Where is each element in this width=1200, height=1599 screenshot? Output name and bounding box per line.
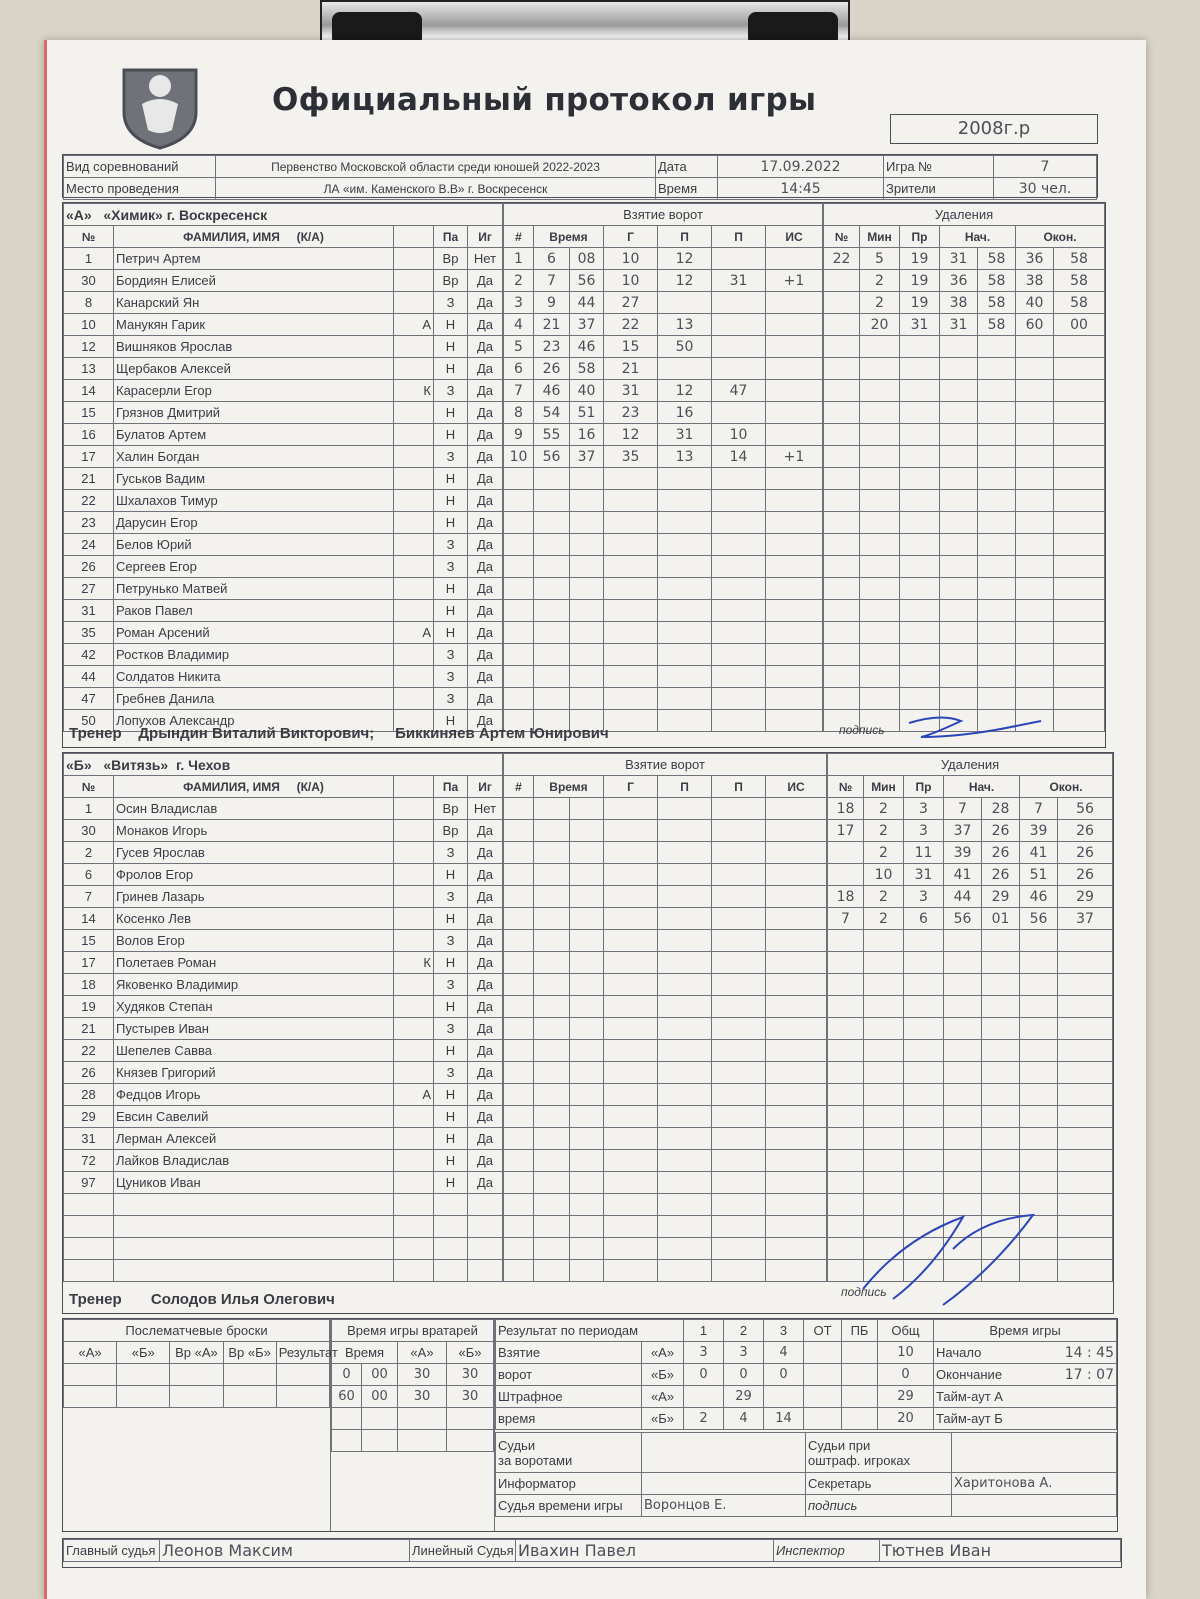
team-a-coach: Тренер Дрындин Виталий Викторович; Биккиняев Артем Юнирович (69, 725, 609, 742)
empty-row (504, 556, 823, 578)
empty-row (504, 1238, 827, 1260)
goal-row: 2 7 56 10 12 31 +1 (504, 270, 823, 292)
age-group-box: 2008г.р (890, 114, 1098, 144)
empty-row (504, 1106, 827, 1128)
summary-section (62, 1318, 1118, 1532)
player-row: 22 Шхалахов Тимур Н Да (64, 490, 503, 512)
empty-row (824, 336, 1105, 358)
empty-row (824, 358, 1105, 380)
goal-row: 10 56 37 35 13 14 +1 (504, 446, 823, 468)
player-row: 16 Булатов Артем Н Да (64, 424, 503, 446)
player-row: 12 Вишняков Ярослав Н Да (64, 336, 503, 358)
empty-row (504, 974, 827, 996)
empty-row (504, 1194, 827, 1216)
empty-row (824, 380, 1105, 402)
empty-row (504, 864, 827, 886)
empty-row (504, 666, 823, 688)
empty-row (504, 578, 823, 600)
goal-row: 5 23 46 15 50 (504, 336, 823, 358)
empty-row (828, 1040, 1113, 1062)
empty-row (504, 1260, 827, 1282)
empty-row (504, 1216, 827, 1238)
empty-row (504, 644, 823, 666)
empty-row (824, 534, 1105, 556)
player-row: 27 Петрунько Матвей Н Да (64, 578, 503, 600)
team-a-section (62, 202, 1106, 748)
team-a-penalties: Удаления № Мин Пр Нач. Окон. 22 5 19 31 58 36 58 2 19 36 58 38 58 2 19 38 58 40 58 20 31 31 58 60 00 (823, 203, 1105, 732)
player-row: 1 Петрич Артем Вр Нет (64, 248, 503, 270)
goalie-time-row: 60 00 30 30 (332, 1386, 494, 1408)
goal-row: 6 26 58 21 (504, 358, 823, 380)
league-logo-icon (120, 64, 200, 150)
player-row: 26 Князев Григорий З Да (64, 1062, 503, 1084)
empty-row (504, 798, 827, 820)
player-row: 47 Гребнев Данила З Да (64, 688, 503, 710)
empty-row (504, 1018, 827, 1040)
empty-row (504, 512, 823, 534)
empty-row (332, 1408, 494, 1430)
empty-row (504, 1062, 827, 1084)
team-b-goals: Взятие ворот # Время Г П П ИС (503, 753, 827, 1282)
empty-row (504, 886, 827, 908)
empty-row (332, 1430, 494, 1452)
team-b-signature-icon (843, 1209, 1043, 1309)
empty-row (504, 820, 827, 842)
empty-row (64, 1194, 503, 1216)
empty-row (828, 1084, 1113, 1106)
player-row: 15 Грязнов Дмитрий Н Да (64, 402, 503, 424)
penalty-row: 7 2 6 56 01 56 37 (828, 908, 1113, 930)
penalty-row: 22 5 19 31 58 36 58 (824, 248, 1105, 270)
player-row: 42 Ростков Владимир З Да (64, 644, 503, 666)
player-row: 14 Карасерли Егор К З Да (64, 380, 503, 402)
period-results-block: Результат по периодам 1 2 3 ОТ ПБ Общ Время игры Взятие «А» 3 3 4 10 Начало 14 : 45 ворот «Б» 0 0 0 0 Окончание 17 : 07 Штрафное «А» 29 29 Тайм-аут А время «Б» 2 4 14 20 Тайм-аут Б Судьи за воротами Судьи при оштраф. игроках Информатор Секретарь Харитонова А. Судья времени игры Воронцов Е. подпись (495, 1319, 1117, 1531)
penalty-row: 2 19 36 58 38 58 (824, 270, 1105, 292)
goal-row: 9 55 16 12 31 10 (504, 424, 823, 446)
player-row: 28 Федцов Игорь А Н Да (64, 1084, 503, 1106)
empty-row (824, 688, 1105, 710)
player-row: 2 Гусев Ярослав З Да (64, 842, 503, 864)
player-row: 22 Шепелев Савва Н Да (64, 1040, 503, 1062)
player-row: 26 Сергеев Егор З Да (64, 556, 503, 578)
empty-row (504, 490, 823, 512)
player-row: 31 Раков Павел Н Да (64, 600, 503, 622)
penalty-row: 20 31 31 58 60 00 (824, 314, 1105, 336)
player-row: 21 Пустырев Иван З Да (64, 1018, 503, 1040)
empty-row (828, 1062, 1113, 1084)
empty-row (828, 952, 1113, 974)
empty-row (64, 1260, 503, 1282)
player-row: 8 Канарский Ян З Да (64, 292, 503, 314)
player-row: 50 Лопухов Александр Н Да (64, 710, 503, 732)
player-row: 29 Евсин Савелий Н Да (64, 1106, 503, 1128)
goalie-time-block: Время игры вратарей Время «А» «Б» 0 00 30 30 60 00 30 30 (331, 1319, 495, 1531)
empty-row (504, 534, 823, 556)
player-row: 17 Халин Богдан З Да (64, 446, 503, 468)
player-row: 1 Осин Владислав Вр Нет (64, 798, 503, 820)
team-b-coach: Тренер Солодов Илья Олегович (69, 1291, 335, 1308)
empty-row (828, 996, 1113, 1018)
empty-row (828, 1172, 1113, 1194)
team-b-section (62, 752, 1114, 1314)
penalty-row: 18 2 3 7 28 7 56 (828, 798, 1113, 820)
shootout-block: Послематчевые броски «А» «Б» Вр «А» Вр «Б» Результат (63, 1319, 331, 1531)
team-b-roster: «Б» «Витязь» г. Чехов № ФАМИЛИЯ, ИМЯ (К/А) Па Иг 1 Осин Владислав Вр Нет 30 Монаков Игорь Вр Да 2 Гусев Ярослав З Да 6 Фролов Егор Н Да 7 Гринев Лазарь З Да 14 Косенко Лев Н Да 15 Волов Егор З Да 17 Полетаев Роман К Н Да 18 Яковенко Владимир З Да 19 Худяков Степан Н Да 21 Пустырев Иван З Да 22 Шепелев Савва Н Да 26 Князев Григорий З Да 28 Федцов Игорь А Н Да 29 Евсин Савелий Н Да 31 Лерман Алексей Н Да 72 Лайков Владислав Н Да 97 Цуников Иван Н Да (63, 753, 503, 1282)
empty-row (828, 1018, 1113, 1040)
penalty-row: 17 2 3 37 26 39 26 (828, 820, 1113, 842)
empty-row (828, 974, 1113, 996)
referees-row: Главный судья Леонов Максим Линейный Судья Ивахин Павел Инспектор Тютнев Иван (62, 1538, 1122, 1568)
empty-row (504, 622, 823, 644)
team-b-sign-label: подпись (841, 1285, 887, 1299)
empty-row (504, 996, 827, 1018)
goal-row: 7 46 40 31 12 47 (504, 380, 823, 402)
team-b-penalties: Удаления № Мин Пр Нач. Окон. 18 2 3 7 28 7 56 17 2 3 37 26 39 26 2 11 39 26 41 26 10 31 41 26 51 26 18 2 3 44 29 46 29 7 2 6 56 01 56 37 (827, 753, 1113, 1282)
empty-row (504, 468, 823, 490)
empty-row (504, 908, 827, 930)
player-row: 44 Солдатов Никита З Да (64, 666, 503, 688)
goal-row: 1 6 08 10 12 (504, 248, 823, 270)
player-row: 21 Гуськов Вадим Н Да (64, 468, 503, 490)
empty-row (504, 930, 827, 952)
empty-row (64, 1238, 503, 1260)
empty-row (824, 402, 1105, 424)
empty-row (824, 622, 1105, 644)
player-row: 7 Гринев Лазарь З Да (64, 886, 503, 908)
empty-row (504, 952, 827, 974)
player-row: 6 Фролов Егор Н Да (64, 864, 503, 886)
player-row: 24 Белов Юрий З Да (64, 534, 503, 556)
player-row: 35 Роман Арсений А Н Да (64, 622, 503, 644)
empty-row (824, 556, 1105, 578)
player-row: 13 Щербаков Алексей Н Да (64, 358, 503, 380)
player-row: 97 Цуников Иван Н Да (64, 1172, 503, 1194)
player-row: 18 Яковенко Владимир З Да (64, 974, 503, 996)
player-row: 30 Бордиян Елисей Вр Да (64, 270, 503, 292)
goal-row: 4 21 37 22 13 (504, 314, 823, 336)
goal-row: 8 54 51 23 16 (504, 402, 823, 424)
empty-row (504, 688, 823, 710)
empty-row (824, 666, 1105, 688)
empty-row (824, 600, 1105, 622)
empty-row (828, 930, 1113, 952)
penalty-row: 10 31 41 26 51 26 (828, 864, 1113, 886)
game-info: Вид соревнований Первенство Московской области среди юношей 2022-2023 Дата 17.09.2022 Игра № 7 Место проведения ЛА «им. Каменского В.В» г. Воскресенск Время 14:45 Зрители 30 чел. (62, 154, 1098, 198)
player-row: 15 Волов Егор З Да (64, 930, 503, 952)
empty-row (824, 490, 1105, 512)
player-row: 17 Полетаев Роман К Н Да (64, 952, 503, 974)
empty-row (504, 1128, 827, 1150)
empty-row (828, 1128, 1113, 1150)
empty-row (828, 1106, 1113, 1128)
penalty-row: 18 2 3 44 29 46 29 (828, 886, 1113, 908)
empty-row (504, 1084, 827, 1106)
player-row: 31 Лерман Алексей Н Да (64, 1128, 503, 1150)
player-row: 23 Дарусин Егор Н Да (64, 512, 503, 534)
empty-row (824, 424, 1105, 446)
team-a-goals: Взятие ворот # Время Г П П ИС 1 6 08 10 12 2 7 56 10 12 31 +1 3 9 44 27 4 21 37 22 13 5 23 46 15 50 6 26 58 21 7 46 40 31 12 47 8 54 51 23 16 9 55 16 12 31 10 10 56 37 35 13 14 +1 (503, 203, 823, 732)
empty-row (824, 446, 1105, 468)
goalie-time-row: 0 00 30 30 (332, 1364, 494, 1386)
player-row: 14 Косенко Лев Н Да (64, 908, 503, 930)
player-row: 30 Монаков Игорь Вр Да (64, 820, 503, 842)
empty-row (504, 1172, 827, 1194)
player-row: 72 Лайков Владислав Н Да (64, 1150, 503, 1172)
empty-row (824, 578, 1105, 600)
goal-row: 3 9 44 27 (504, 292, 823, 314)
team-a-sign-label: подпись (839, 723, 885, 737)
empty-row (64, 1216, 503, 1238)
empty-row (828, 1150, 1113, 1172)
player-row: 10 Манукян Гарик А Н Да (64, 314, 503, 336)
empty-row (824, 512, 1105, 534)
penalty-row: 2 19 38 58 40 58 (824, 292, 1105, 314)
player-row: 19 Худяков Степан Н Да (64, 996, 503, 1018)
penalty-row: 2 11 39 26 41 26 (828, 842, 1113, 864)
empty-row (824, 644, 1105, 666)
empty-row (504, 1150, 827, 1172)
empty-row (824, 468, 1105, 490)
empty-row (504, 842, 827, 864)
team-a-signature-icon (901, 711, 1051, 743)
page-title: Официальный протокол игры (272, 82, 817, 118)
team-a-roster: «А» «Химик» г. Воскресенск № ФАМИЛИЯ, ИМЯ (К/А) Па Иг 1 Петрич Артем Вр Нет 30 Бордиян Елисей Вр Да 8 Канарский Ян З Да 10 Манукян Гарик А Н Да 12 Вишняков Ярослав Н Да 13 Щербаков Алексей Н Да 14 Карасерли Егор К З Да 15 Грязнов Дмитрий Н Да 16 Булатов Артем Н Да 17 Халин Богдан З Да 21 Гуськов Вадим Н Да 22 Шхалахов Тимур Н Да 23 Дарусин Егор Н Да 24 Белов Юрий З Да 26 Сергеев Егор З Да 27 Петрунько Матвей Н Да 31 Раков Павел Н Да 35 Роман Арсений А Н Да 42 Ростков Владимир З Да 44 Солдатов Никита З Да 47 Гребнев Данила З Да 50 Лопухов Александр Н Да (63, 203, 503, 732)
empty-row (504, 1040, 827, 1062)
empty-row (504, 600, 823, 622)
